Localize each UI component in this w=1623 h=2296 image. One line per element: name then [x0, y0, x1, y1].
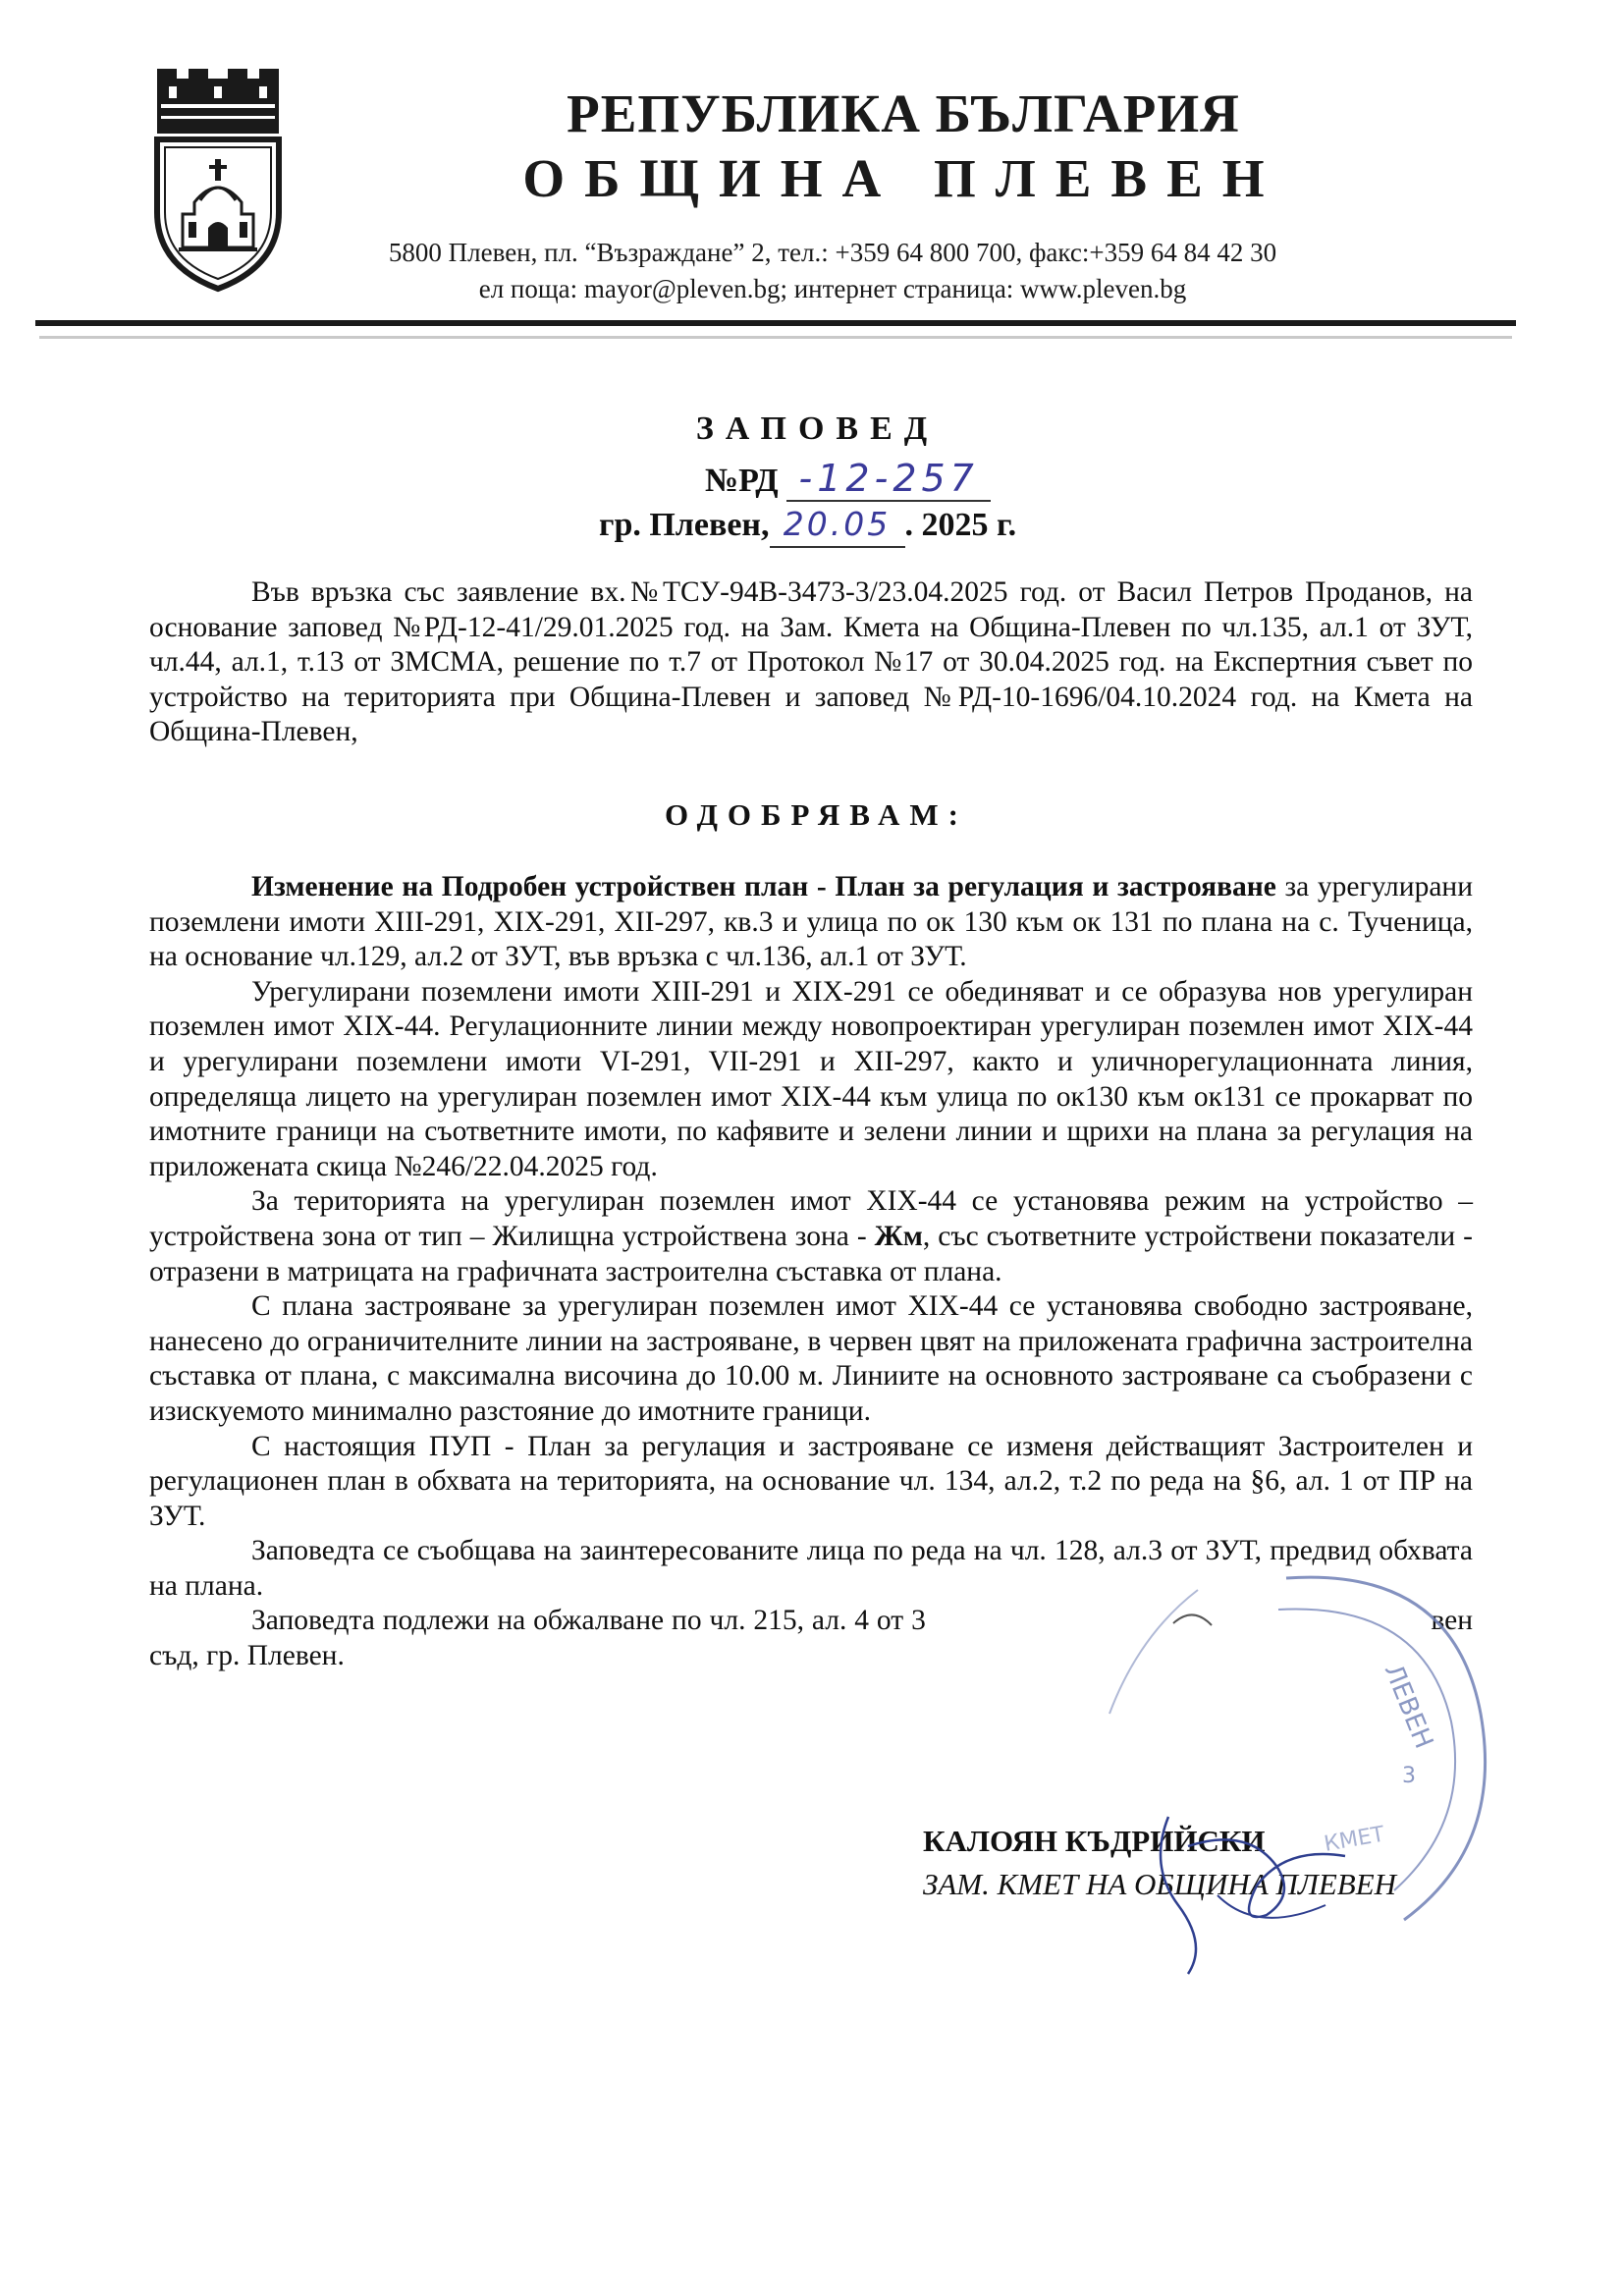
svg-text:КМЕТ: КМЕТ: [1322, 1822, 1387, 1857]
order-place-date: [599, 503, 1016, 548]
paragraph-building: С плана застрояване за урегулиран поземлен имот XIX-44 се установява свободно застрояване, нанесено до ограничителните линии на застрояване, в червен цвят на приложената графична застроителна съставка от плана, с максимална височина до 10.00 м. Линиите на основното застрояване са съобразени с изискуемото минимално разстояние до имотните граници.: [149, 1290, 1473, 1427]
signer-role: ЗАМ. КМЕТ НА ОБЩИНА ПЛЕВЕН: [923, 1867, 1397, 1901]
plan-change-text: за урегулирани поземлени имоти XIII-291, XIX-291, XII-297, кв.3 и улица по ок 130 към ок 131 по плана на с. Тученица, на основание чл.129, ал.2 от ЗУТ, във връзка с чл.136, ал.1 от ЗУТ.: [149, 871, 1473, 973]
paragraph-notification: Заповедта се съобщава на заинтересованите лица по реда на чл. 128, ал.3 от ЗУТ, предвид обхвата на плана.: [149, 1535, 1473, 1602]
paragraph-zone: [149, 1184, 1473, 1289]
pleven-coat-of-arms-icon: [149, 65, 287, 293]
handwritten-order-number: -12-257: [786, 457, 991, 502]
intro-paragraph: [149, 575, 1473, 750]
paragraph-appeal: Заповедта подлежи на обжалване по чл. 215, ал. 4 от 3 вен съд, гр. Плевен.: [149, 1605, 1481, 1672]
zone-code: Жм: [874, 1220, 923, 1252]
order-place: гр. Плевен,: [599, 507, 770, 543]
address-line: 5800 Плевен, пл. “Възраждане” 2, тел.: +359 64 800 700, факс:+359 64 84 42 30: [388, 238, 1277, 267]
order-number-prefix: №РД: [705, 463, 779, 499]
paragraph-plan-change: [149, 870, 1473, 975]
municipality-name: ОБЩИНА ПЛЕВЕН: [522, 148, 1284, 208]
approve-heading: ОДОБРЯВАМ:: [665, 797, 968, 832]
zone-text-before: За територията на урегулиран поземлен имот XIX-44 се установява режим на устройство – устройствена зона от тип – Жилищна устройствена зона -: [149, 1185, 1473, 1252]
document-title: ЗАПОВЕД: [695, 410, 940, 447]
plan-change-title: Изменение на Подробен устройствен план - План за регулация и застрояване: [251, 871, 1276, 902]
country-name: РЕПУБЛИКА БЪЛГАРИЯ: [567, 83, 1240, 143]
paragraph-merge: Урегулирани поземлени имоти XIII-291 и XIX-291 се обединяват и се образува нов урегулиран поземлен имот XIX-44. Регулационните линии между новопроектиран урегулиран поземлен имот XIX-44 и урегулирани поземлени имоти VI-291, VII-291 и XII-297, както и уличнорегулационната линия, определяща лицето на урегулиран поземлен имот XIX-44 към улица по ок130 към ок131 се прокарват по имотните граници на съответните имоти, по кафявите и зелени линии и щрихи на плана за регулация на приложената скица №246/22.04.2025 год.: [149, 975, 1473, 1182]
contact-line: ел поща: mayor@pleven.bg; интернет страница: www.pleven.bg: [478, 274, 1187, 303]
header-divider: [35, 320, 1516, 326]
handwritten-order-date: 20.05: [770, 503, 905, 548]
zone-text-after: , със съответните устройствени показатели - отразени в матрицата на графичната застроителна съставка от плана.: [149, 1220, 1473, 1287]
order-year: . 2025 г.: [904, 507, 1017, 543]
svg-text:3: 3: [1402, 1764, 1416, 1788]
header-divider-shadow: [39, 336, 1512, 339]
order-number: [705, 457, 991, 502]
handwritten-signature-icon: [1129, 1807, 1384, 1984]
signer-name: КАЛОЯН КЪДРИЙСКИ: [923, 1824, 1266, 1858]
svg-text:ЛЕВЕН: ЛЕВЕН: [1378, 1660, 1438, 1753]
intro-text: Във връзка със заявление вх.№ТСУ-94В-3473-3/23.04.2025 год. от Васил Петров Проданов, на основание заповед №РД-12-41/29.01.2025 год. на Зам. Кмета на Община-Плевен по чл.135, ал.1 от ЗУТ, чл.44, ал.1, т.13 от ЗМСМА, решение по т.7 от Протокол №17 от 30.04.2025 год. на Експертния съвет по устройство на територията при Община-Плевен и заповед №РД-10-1696/04.10.2024 год. на Кмета на Община-Плевен,: [149, 576, 1473, 748]
order-body: [149, 870, 1481, 1674]
paragraph-amendment: С настоящия ПУП - План за регулация и застрояване се изменя действащият Застроителен и регулационен план в обхвата на територията, на основание чл. 134, ал.2, т.2 по реда на §6, ал. 1 от ПР на ЗУТ.: [149, 1430, 1473, 1532]
